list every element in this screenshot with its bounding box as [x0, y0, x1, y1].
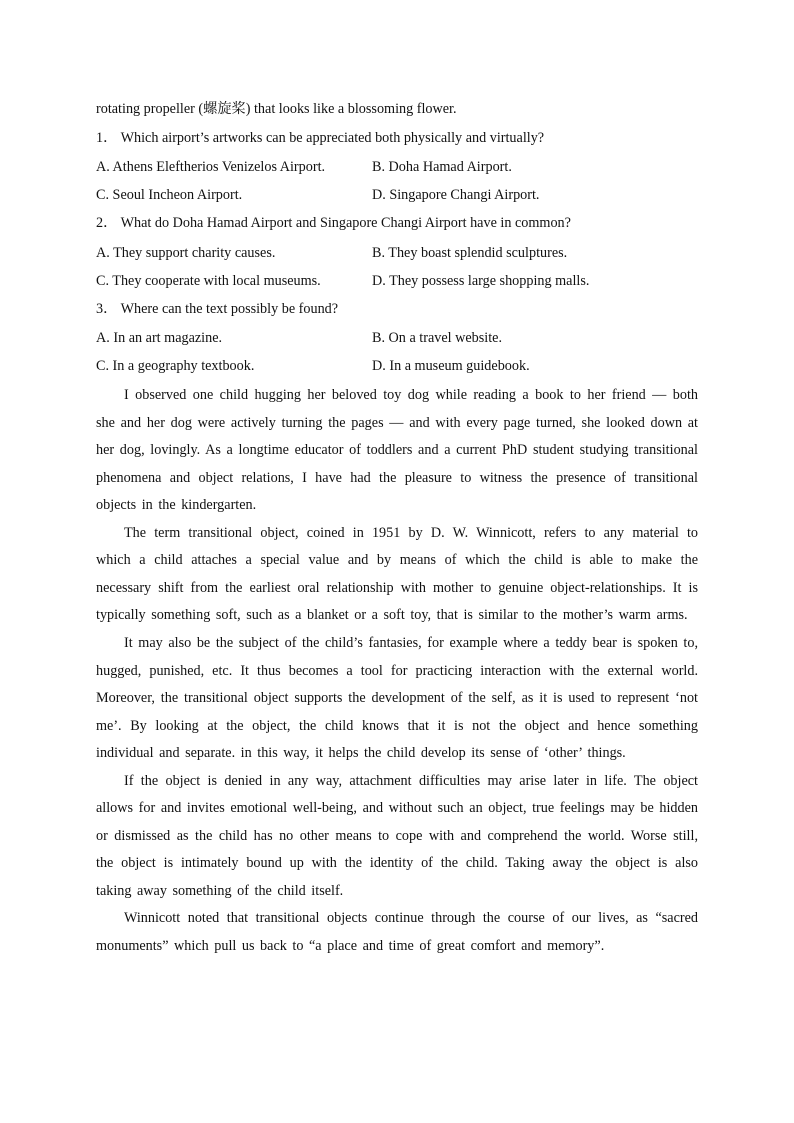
passage-paragraph: Winnicott noted that transitional objects continue through the course of our lives, as “sacred monuments” which pull us back to “a place and time of great comfort and memory”.	[96, 910, 698, 955]
option-a: A. They support charity causes.	[96, 244, 276, 261]
question-text: What do Doha Hamad Airport and Singapore Changi Airport have in common?	[120, 215, 571, 232]
option-row	[96, 352, 698, 380]
option-b: B. Doha Hamad Airport.	[372, 159, 512, 176]
option-row	[96, 153, 698, 181]
question-text: Which airport’s artworks can be appreciated both physically and virtually?	[120, 129, 545, 146]
reading-passage	[96, 382, 698, 960]
option-a: A. Athens Eleftherios Venizelos Airport.	[96, 159, 326, 176]
question-block	[96, 124, 698, 210]
passage-paragraph: I observed one child hugging her beloved toy dog while reading a book to her friend — both she and her dog were actively turning the pages — and with every page turned, she looked down at her dog, lovingly. As a longtime educator of toddlers and a current PhD student studying transitional phenomena and object relations, I have had the pleasure to witness the presence of transitional objects in the kindergarten.	[96, 387, 698, 514]
question-number: 1．	[96, 129, 118, 146]
option-row	[96, 267, 698, 295]
page-content	[96, 96, 698, 961]
option-c: C. Seoul Incheon Airport.	[96, 187, 243, 204]
option-b: B. They boast splendid sculptures.	[372, 244, 568, 261]
passage-paragraph: If the object is denied in any way, attachment difficulties may arise later in life. The object allows for and invites emotional well-being, and without such an object, true feelings may be hidden or dismissed as the child has no other means to cope with and comprehend the world. Worse still, the object is intimately bound up with the identity of the child. Taking away the object is also taking away something of the child itself.	[96, 772, 698, 899]
question-block	[96, 209, 698, 295]
option-c: C. In a geography textbook.	[96, 358, 255, 375]
option-c: C. They cooperate with local museums.	[96, 272, 321, 289]
option-a: A. In an art magazine.	[96, 330, 223, 347]
passage-paragraph: It may also be the subject of the child’s fantasies, for example where a teddy bear is spoken to, hugged, punished, etc. It thus becomes a tool for practicing interaction with the external world. Moreover, the transitional object supports the development of the self, as it is used to represent ‘not me’. By looking at the object, the child knows that it is not the object and hence something individual and separate. in this way, it helps the child develop its sense of ‘other’ things.	[96, 635, 698, 762]
question-text: Where can the text possibly be found?	[120, 300, 339, 317]
intro-line: rotating propeller (螺旋桨) that looks like a blossoming flower.	[96, 101, 457, 117]
option-row	[96, 324, 698, 352]
passage-paragraph: The term transitional object, coined in 1951 by D. W. Winnicott, refers to any material to which a child attaches a special value and by means of which the child is able to make the necessary shift from the earliest oral relationship with mother to genuine object-relationships. It is typically something soft, such as a blanket or a soft toy, that is similar to the mother’s warm arms.	[96, 524, 698, 624]
option-row	[96, 239, 698, 267]
question-stem	[96, 295, 698, 325]
option-row	[96, 181, 698, 209]
question-number: 2．	[96, 215, 118, 232]
option-d: D. They possess large shopping malls.	[372, 272, 590, 289]
option-b: B. On a travel website.	[372, 330, 503, 347]
question-block	[96, 295, 698, 381]
option-d: D. Singapore Changi Airport.	[372, 187, 540, 204]
question-number: 3．	[96, 300, 118, 317]
question-stem	[96, 209, 698, 239]
question-stem	[96, 124, 698, 154]
option-d: D. In a museum guidebook.	[372, 358, 530, 375]
